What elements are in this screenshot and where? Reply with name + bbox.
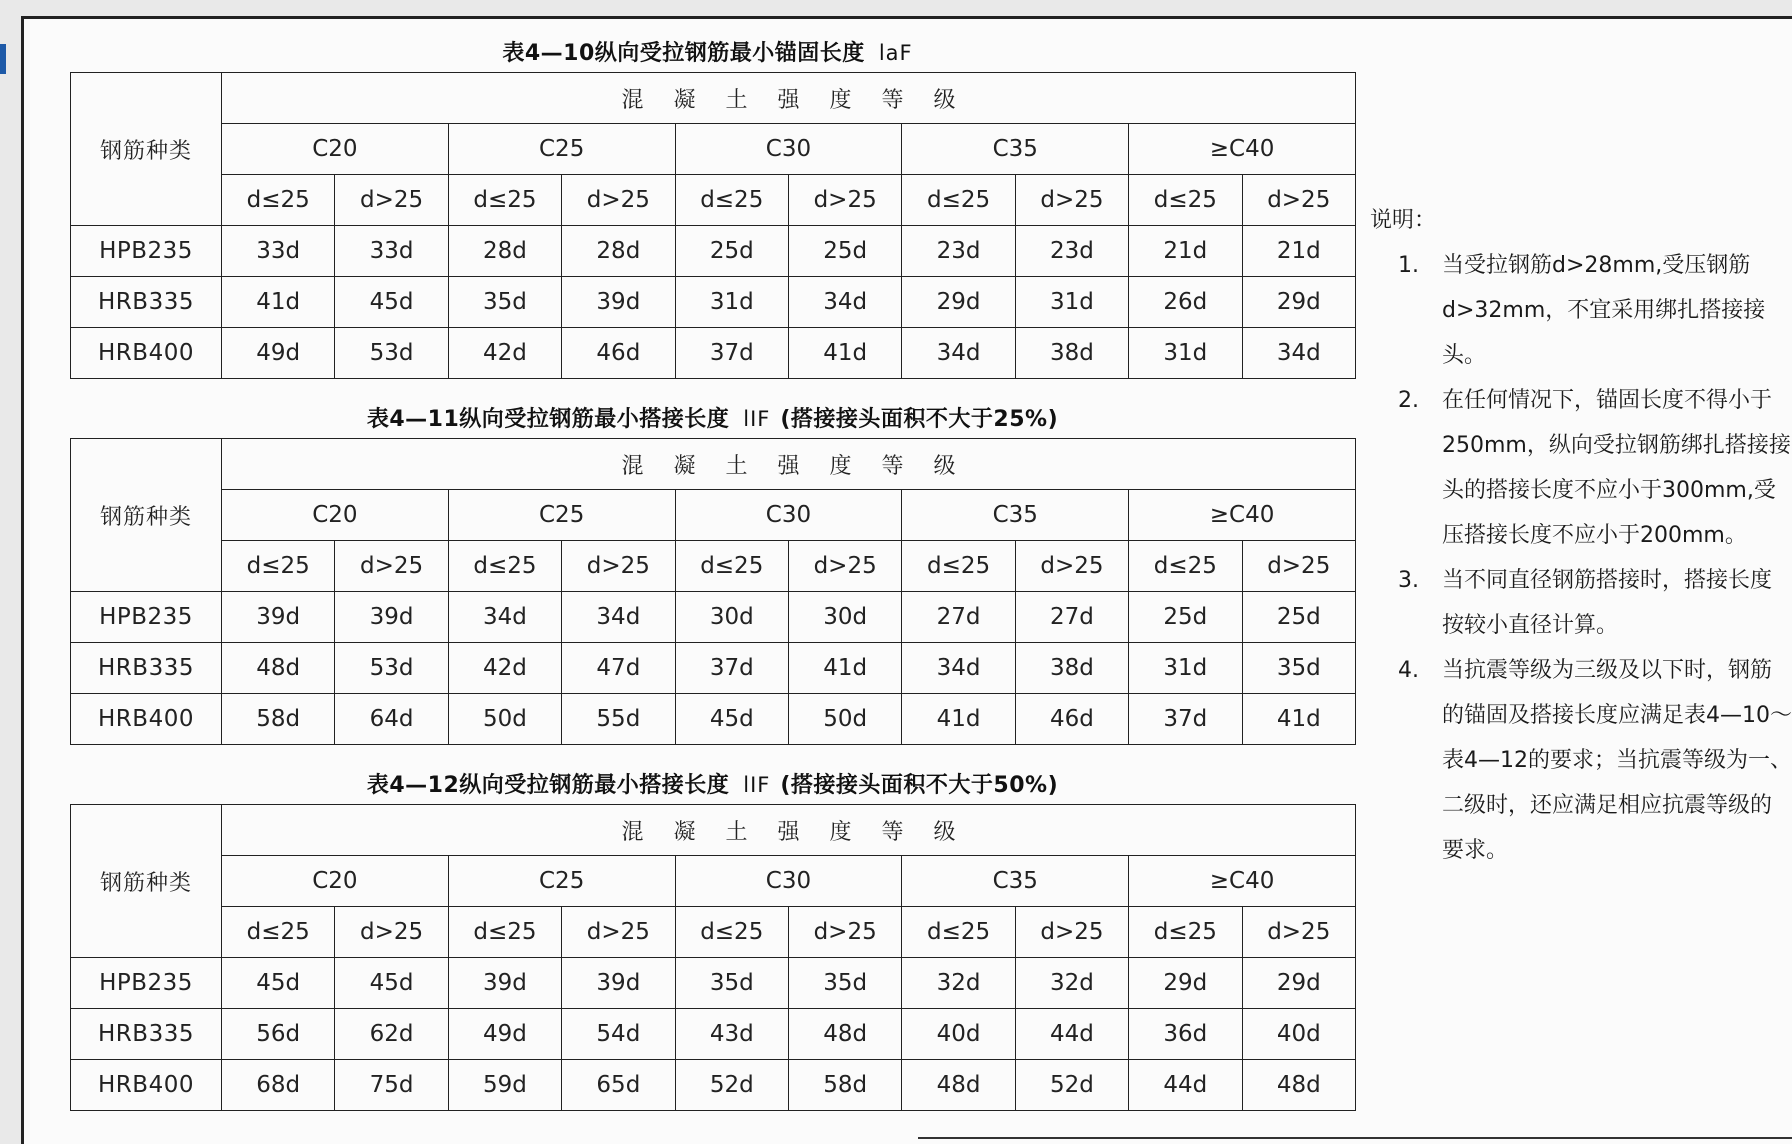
table-cell: 44d bbox=[1015, 1009, 1128, 1060]
rebar-type: HPB235 bbox=[71, 592, 222, 643]
table-cell: 52d bbox=[1015, 1060, 1128, 1111]
table-cell: 56d bbox=[222, 1009, 335, 1060]
table-cell: 41d bbox=[902, 694, 1015, 745]
diameter-header: d≤25 bbox=[1129, 907, 1242, 958]
table-cell: 37d bbox=[675, 328, 788, 379]
grade-header: C30 bbox=[675, 124, 902, 175]
note-item bbox=[1370, 558, 1792, 648]
table-cell: 58d bbox=[222, 694, 335, 745]
table-3-title-text: 表4—12纵向受拉钢筋最小搭接长度 bbox=[366, 773, 730, 798]
diameter-header: d>25 bbox=[1242, 541, 1355, 592]
table-cell: 38d bbox=[1015, 643, 1128, 694]
table-cell: 29d bbox=[1242, 277, 1355, 328]
table-row bbox=[71, 277, 1356, 328]
table-cell: 41d bbox=[1242, 694, 1355, 745]
table-cell: 39d bbox=[448, 958, 561, 1009]
diameter-header: d>25 bbox=[788, 541, 901, 592]
note-item bbox=[1370, 648, 1792, 873]
grade-header: C35 bbox=[902, 856, 1129, 907]
diameter-header: d≤25 bbox=[448, 175, 561, 226]
table-cell: 23d bbox=[1015, 226, 1128, 277]
window-edge-accent bbox=[0, 44, 6, 74]
diameter-header: d>25 bbox=[562, 907, 675, 958]
table-3-symbol: lIF bbox=[743, 773, 771, 797]
table-cell: 46d bbox=[562, 328, 675, 379]
table-3-title bbox=[70, 768, 1355, 799]
table-row bbox=[71, 226, 1356, 277]
diameter-header: d≤25 bbox=[448, 907, 561, 958]
table-cell: 53d bbox=[335, 643, 448, 694]
group-header: 混凝土强度等级 bbox=[222, 805, 1356, 856]
table-cell: 33d bbox=[335, 226, 448, 277]
diameter-header: d>25 bbox=[788, 175, 901, 226]
table-cell: 44d bbox=[1129, 1060, 1242, 1111]
table-cell: 65d bbox=[562, 1060, 675, 1111]
table-cell: 42d bbox=[448, 643, 561, 694]
table-cell: 45d bbox=[335, 958, 448, 1009]
table-cell: 34d bbox=[902, 328, 1015, 379]
notes-panel bbox=[1370, 198, 1792, 873]
table-cell: 64d bbox=[335, 694, 448, 745]
table-row bbox=[71, 1009, 1356, 1060]
table-cell: 39d bbox=[222, 592, 335, 643]
grade-header: C35 bbox=[902, 124, 1129, 175]
table-cell: 31d bbox=[1129, 643, 1242, 694]
title-block-rule bbox=[918, 1137, 1792, 1139]
rebar-type: HRB400 bbox=[71, 694, 222, 745]
table-cell: 43d bbox=[675, 1009, 788, 1060]
table-cell: 39d bbox=[562, 277, 675, 328]
table-2-title-text: 表4—11纵向受拉钢筋最小搭接长度 bbox=[366, 407, 730, 432]
diameter-header: d≤25 bbox=[448, 541, 561, 592]
table-1-symbol: laF bbox=[878, 41, 913, 65]
table-cell: 31d bbox=[675, 277, 788, 328]
diameter-header: d≤25 bbox=[902, 175, 1015, 226]
table-cell: 26d bbox=[1129, 277, 1242, 328]
table-cell: 36d bbox=[1129, 1009, 1242, 1060]
notes-heading: 说明： bbox=[1370, 208, 1437, 233]
grade-header: ≥C40 bbox=[1129, 124, 1356, 175]
table-cell: 32d bbox=[902, 958, 1015, 1009]
diameter-header: d≤25 bbox=[222, 907, 335, 958]
group-header: 混凝土强度等级 bbox=[222, 439, 1356, 490]
diameter-header: d>25 bbox=[1015, 541, 1128, 592]
table-cell: 48d bbox=[902, 1060, 1015, 1111]
table-cell: 35d bbox=[1242, 643, 1355, 694]
diameter-header: d>25 bbox=[1242, 907, 1355, 958]
notes-list bbox=[1370, 243, 1792, 873]
table-cell: 39d bbox=[335, 592, 448, 643]
table-cell: 45d bbox=[335, 277, 448, 328]
grade-header: C25 bbox=[448, 490, 675, 541]
diameter-header: d≤25 bbox=[222, 175, 335, 226]
anchorage-length-table bbox=[70, 72, 1356, 379]
grade-header: C30 bbox=[675, 490, 902, 541]
table-cell: 29d bbox=[1242, 958, 1355, 1009]
diameter-header: d≤25 bbox=[675, 907, 788, 958]
grade-header: C20 bbox=[222, 490, 449, 541]
note-text: 当受拉钢筋d>28mm,受压钢筋d>32mm，不宜采用绑扎搭接接头。 bbox=[1442, 253, 1766, 368]
table-cell: 39d bbox=[562, 958, 675, 1009]
table-cell: 33d bbox=[222, 226, 335, 277]
table-cell: 48d bbox=[1242, 1060, 1355, 1111]
grade-header: ≥C40 bbox=[1129, 856, 1356, 907]
table-row bbox=[71, 958, 1356, 1009]
note-number: 1. bbox=[1398, 253, 1419, 278]
table-cell: 62d bbox=[335, 1009, 448, 1060]
table-cell: 34d bbox=[788, 277, 901, 328]
note-text: 当抗震等级为三级及以下时，钢筋的锚固及搭接长度应满足表4—10～表4—12的要求；当抗震等级为一、二级时，还应满足相应抗震等级的要求。 bbox=[1442, 658, 1792, 863]
table-cell: 75d bbox=[335, 1060, 448, 1111]
table-cell: 25d bbox=[1242, 592, 1355, 643]
diameter-header: d>25 bbox=[335, 175, 448, 226]
table-cell: 30d bbox=[788, 592, 901, 643]
diameter-header: d>25 bbox=[335, 907, 448, 958]
table-cell: 53d bbox=[335, 328, 448, 379]
table-cell: 46d bbox=[1015, 694, 1128, 745]
table-cell: 21d bbox=[1242, 226, 1355, 277]
diameter-header: d≤25 bbox=[222, 541, 335, 592]
table-2-symbol: lIF bbox=[743, 407, 771, 431]
table-cell: 34d bbox=[1242, 328, 1355, 379]
table-cell: 31d bbox=[1015, 277, 1128, 328]
table-cell: 58d bbox=[788, 1060, 901, 1111]
table-cell: 59d bbox=[448, 1060, 561, 1111]
table-cell: 50d bbox=[788, 694, 901, 745]
table-cell: 28d bbox=[562, 226, 675, 277]
diameter-header: d>25 bbox=[1015, 175, 1128, 226]
rebar-type: HRB335 bbox=[71, 1009, 222, 1060]
grade-header: C20 bbox=[222, 856, 449, 907]
table-cell: 54d bbox=[562, 1009, 675, 1060]
table-cell: 45d bbox=[675, 694, 788, 745]
row-header: 钢筋种类 bbox=[71, 73, 222, 226]
lap-length-25-table bbox=[70, 438, 1356, 745]
grade-header: C35 bbox=[902, 490, 1129, 541]
grade-header: ≥C40 bbox=[1129, 490, 1356, 541]
diameter-header: d≤25 bbox=[902, 907, 1015, 958]
diameter-header: d>25 bbox=[562, 541, 675, 592]
table-cell: 55d bbox=[562, 694, 675, 745]
group-header: 混凝土强度等级 bbox=[222, 73, 1356, 124]
note-number: 2. bbox=[1398, 388, 1419, 413]
table-cell: 25d bbox=[675, 226, 788, 277]
table-cell: 40d bbox=[1242, 1009, 1355, 1060]
table-cell: 38d bbox=[1015, 328, 1128, 379]
table-cell: 42d bbox=[448, 328, 561, 379]
table-2-title bbox=[70, 402, 1355, 433]
rebar-type: HPB235 bbox=[71, 226, 222, 277]
diameter-header: d≤25 bbox=[902, 541, 1015, 592]
table-cell: 52d bbox=[675, 1060, 788, 1111]
diameter-header: d>25 bbox=[335, 541, 448, 592]
table-cell: 30d bbox=[675, 592, 788, 643]
grade-header: C30 bbox=[675, 856, 902, 907]
table-cell: 45d bbox=[222, 958, 335, 1009]
grade-header: C25 bbox=[448, 124, 675, 175]
note-item bbox=[1370, 378, 1792, 558]
table-cell: 49d bbox=[448, 1009, 561, 1060]
note-text: 当不同直径钢筋搭接时，搭接长度按较小直径计算。 bbox=[1442, 568, 1773, 638]
table-cell: 68d bbox=[222, 1060, 335, 1111]
table-2-note: (搭接接头面积不大于25%) bbox=[780, 407, 1059, 432]
rebar-type: HRB335 bbox=[71, 643, 222, 694]
table-cell: 37d bbox=[675, 643, 788, 694]
table-cell: 40d bbox=[902, 1009, 1015, 1060]
table-1-title bbox=[70, 36, 1355, 67]
row-header: 钢筋种类 bbox=[71, 805, 222, 958]
grade-header: C25 bbox=[448, 856, 675, 907]
table-cell: 27d bbox=[902, 592, 1015, 643]
diameter-header: d≤25 bbox=[1129, 175, 1242, 226]
table-row bbox=[71, 643, 1356, 694]
table-3-note: (搭接接头面积不大于50%) bbox=[780, 773, 1059, 798]
diameter-header: d≤25 bbox=[675, 541, 788, 592]
table-cell: 25d bbox=[1129, 592, 1242, 643]
note-number: 4. bbox=[1398, 658, 1419, 683]
diameter-header: d>25 bbox=[562, 175, 675, 226]
table-cell: 49d bbox=[222, 328, 335, 379]
row-header: 钢筋种类 bbox=[71, 439, 222, 592]
table-cell: 48d bbox=[788, 1009, 901, 1060]
table-cell: 41d bbox=[788, 328, 901, 379]
table-cell: 34d bbox=[902, 643, 1015, 694]
table-cell: 28d bbox=[448, 226, 561, 277]
rebar-type: HRB335 bbox=[71, 277, 222, 328]
table-cell: 34d bbox=[448, 592, 561, 643]
note-number: 3. bbox=[1398, 568, 1419, 593]
diameter-header: d≤25 bbox=[675, 175, 788, 226]
table-cell: 47d bbox=[562, 643, 675, 694]
table-cell: 21d bbox=[1129, 226, 1242, 277]
lap-length-50-table bbox=[70, 804, 1356, 1111]
table-1-title-text: 表4—10纵向受拉钢筋最小锚固长度 bbox=[502, 41, 865, 66]
table-row bbox=[71, 1060, 1356, 1111]
table-row bbox=[71, 694, 1356, 745]
grade-header: C20 bbox=[222, 124, 449, 175]
table-row bbox=[71, 592, 1356, 643]
rebar-type: HRB400 bbox=[71, 328, 222, 379]
note-item bbox=[1370, 243, 1792, 378]
table-cell: 31d bbox=[1129, 328, 1242, 379]
diameter-header: d≤25 bbox=[1129, 541, 1242, 592]
table-cell: 35d bbox=[675, 958, 788, 1009]
left-edge-marks bbox=[0, 0, 10, 1144]
table-cell: 27d bbox=[1015, 592, 1128, 643]
table-cell: 34d bbox=[562, 592, 675, 643]
table-cell: 50d bbox=[448, 694, 561, 745]
table-cell: 37d bbox=[1129, 694, 1242, 745]
table-cell: 29d bbox=[902, 277, 1015, 328]
table-cell: 35d bbox=[788, 958, 901, 1009]
table-cell: 23d bbox=[902, 226, 1015, 277]
diameter-header: d>25 bbox=[1015, 907, 1128, 958]
table-cell: 48d bbox=[222, 643, 335, 694]
table-cell: 29d bbox=[1129, 958, 1242, 1009]
table-cell: 25d bbox=[788, 226, 901, 277]
table-cell: 35d bbox=[448, 277, 561, 328]
rebar-type: HRB400 bbox=[71, 1060, 222, 1111]
table-cell: 41d bbox=[788, 643, 901, 694]
note-text: 在任何情况下，锚固长度不得小于250mm，纵向受拉钢筋绑扎搭接接头的搭接长度不应小于300mm,受压搭接长度不应小于200mm。 bbox=[1442, 388, 1791, 548]
rebar-type: HPB235 bbox=[71, 958, 222, 1009]
diameter-header: d>25 bbox=[1242, 175, 1355, 226]
table-cell: 41d bbox=[222, 277, 335, 328]
table-row bbox=[71, 328, 1356, 379]
diameter-header: d>25 bbox=[788, 907, 901, 958]
table-cell: 32d bbox=[1015, 958, 1128, 1009]
